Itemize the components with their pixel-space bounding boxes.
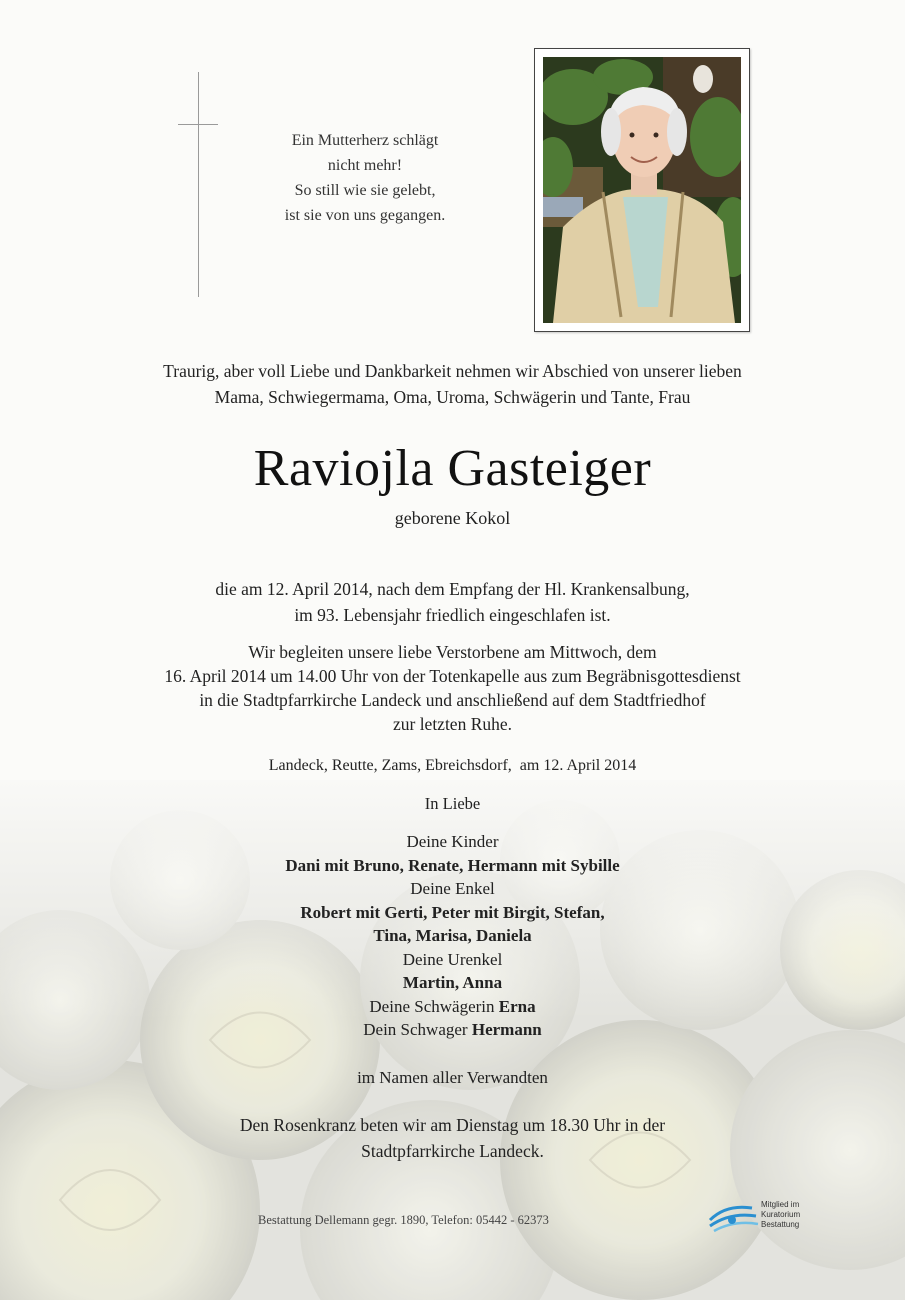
kuratorium-logo-icon [706, 1198, 762, 1236]
rosary-notice [0, 1112, 905, 1164]
member-badge-line: Mitglied im [761, 1200, 800, 1209]
poem-line: So still wie sie gelebt, [294, 182, 436, 199]
brother-in-law-name: Hermann [471, 1020, 542, 1039]
poem-line: nicht mehr! [327, 157, 403, 174]
death-line: die am 12. April 2014, nach dem Empfang der Hl. Krankensalbung, [215, 579, 690, 599]
grandchildren-names: Robert mit Gerti, Peter mit Birgit, Stefan, [300, 902, 605, 922]
death-line: im 93. Lebensjahr friedlich eingeschlafen ist. [294, 605, 611, 625]
funeral-line: 16. April 2014 um 14.00 Uhr von der Totenkapelle aus zum Begräbnisgottesdienst [164, 666, 741, 686]
portrait-photo [543, 57, 741, 323]
sister-in-law-name: Erna [498, 996, 536, 1016]
intro-line: Traurig, aber voll Liebe und Dankbarkeit nehmen wir Abschied von unserer lieben [163, 361, 742, 381]
intro-line: Mama, Schwiegermama, Oma, Uroma, Schwägerin und Tante, Frau [214, 387, 691, 407]
relatives-line: im Namen aller Verwandten [357, 1068, 548, 1087]
cross-vertical [198, 72, 199, 297]
maiden-name: geborene Kokol [394, 508, 511, 528]
grandchildren-names: Tina, Marisa, Daniela [373, 926, 532, 945]
sister-in-law [0, 995, 905, 1019]
children-label: Deine Kinder [406, 832, 499, 851]
poem-line: Ein Mutterherz schlägt [291, 132, 439, 149]
rosary-line: Den Rosenkranz beten wir am Dienstag um 18.30 Uhr in der [239, 1115, 666, 1135]
member-badge [706, 1198, 836, 1236]
sister-in-law-label: Deine Schwägerin [369, 996, 495, 1016]
funeral-line: Wir begleiten unsere liebe Verstorbene am Mittwoch, dem [248, 642, 657, 662]
place-date: Landeck, Reutte, Zams, Ebreichsdorf, am 12. April 2014 [268, 757, 637, 774]
great-grandchildren-names: Martin, Anna [402, 973, 503, 992]
intro-text [0, 358, 905, 410]
funeral-line: zur letzten Ruhe. [392, 714, 513, 734]
family-list [0, 830, 905, 1042]
in-love: In Liebe [424, 794, 481, 813]
brother-in-law-label: Dein Schwager [363, 1020, 468, 1039]
portrait-frame [534, 48, 750, 332]
cross-horizontal [178, 124, 218, 125]
poem [250, 128, 480, 228]
deceased-name: Raviojla Gasteiger [253, 440, 652, 497]
brother-in-law [0, 1018, 905, 1042]
rosary-line: Stadtpfarrkirche Landeck. [361, 1141, 544, 1161]
member-badge-text [761, 1200, 836, 1230]
member-badge-line: Kuratorium Bestattung [761, 1210, 801, 1229]
death-notice [0, 576, 905, 628]
funeral-notice [0, 640, 905, 736]
poem-line: ist sie von uns gegangen. [284, 207, 446, 224]
children-names: Dani mit Bruno, Renate, Hermann mit Sybille [285, 855, 620, 875]
great-grandchildren-label: Deine Urenkel [402, 949, 503, 969]
funeral-line: in die Stadtpfarrkirche Landeck und anschließend auf dem Stadtfriedhof [199, 690, 706, 710]
funeral-home-footer: Bestattung Dellemann gegr. 1890, Telefon: 05442 - 62373 [258, 1213, 549, 1227]
grandchildren-label: Deine Enkel [410, 879, 495, 898]
